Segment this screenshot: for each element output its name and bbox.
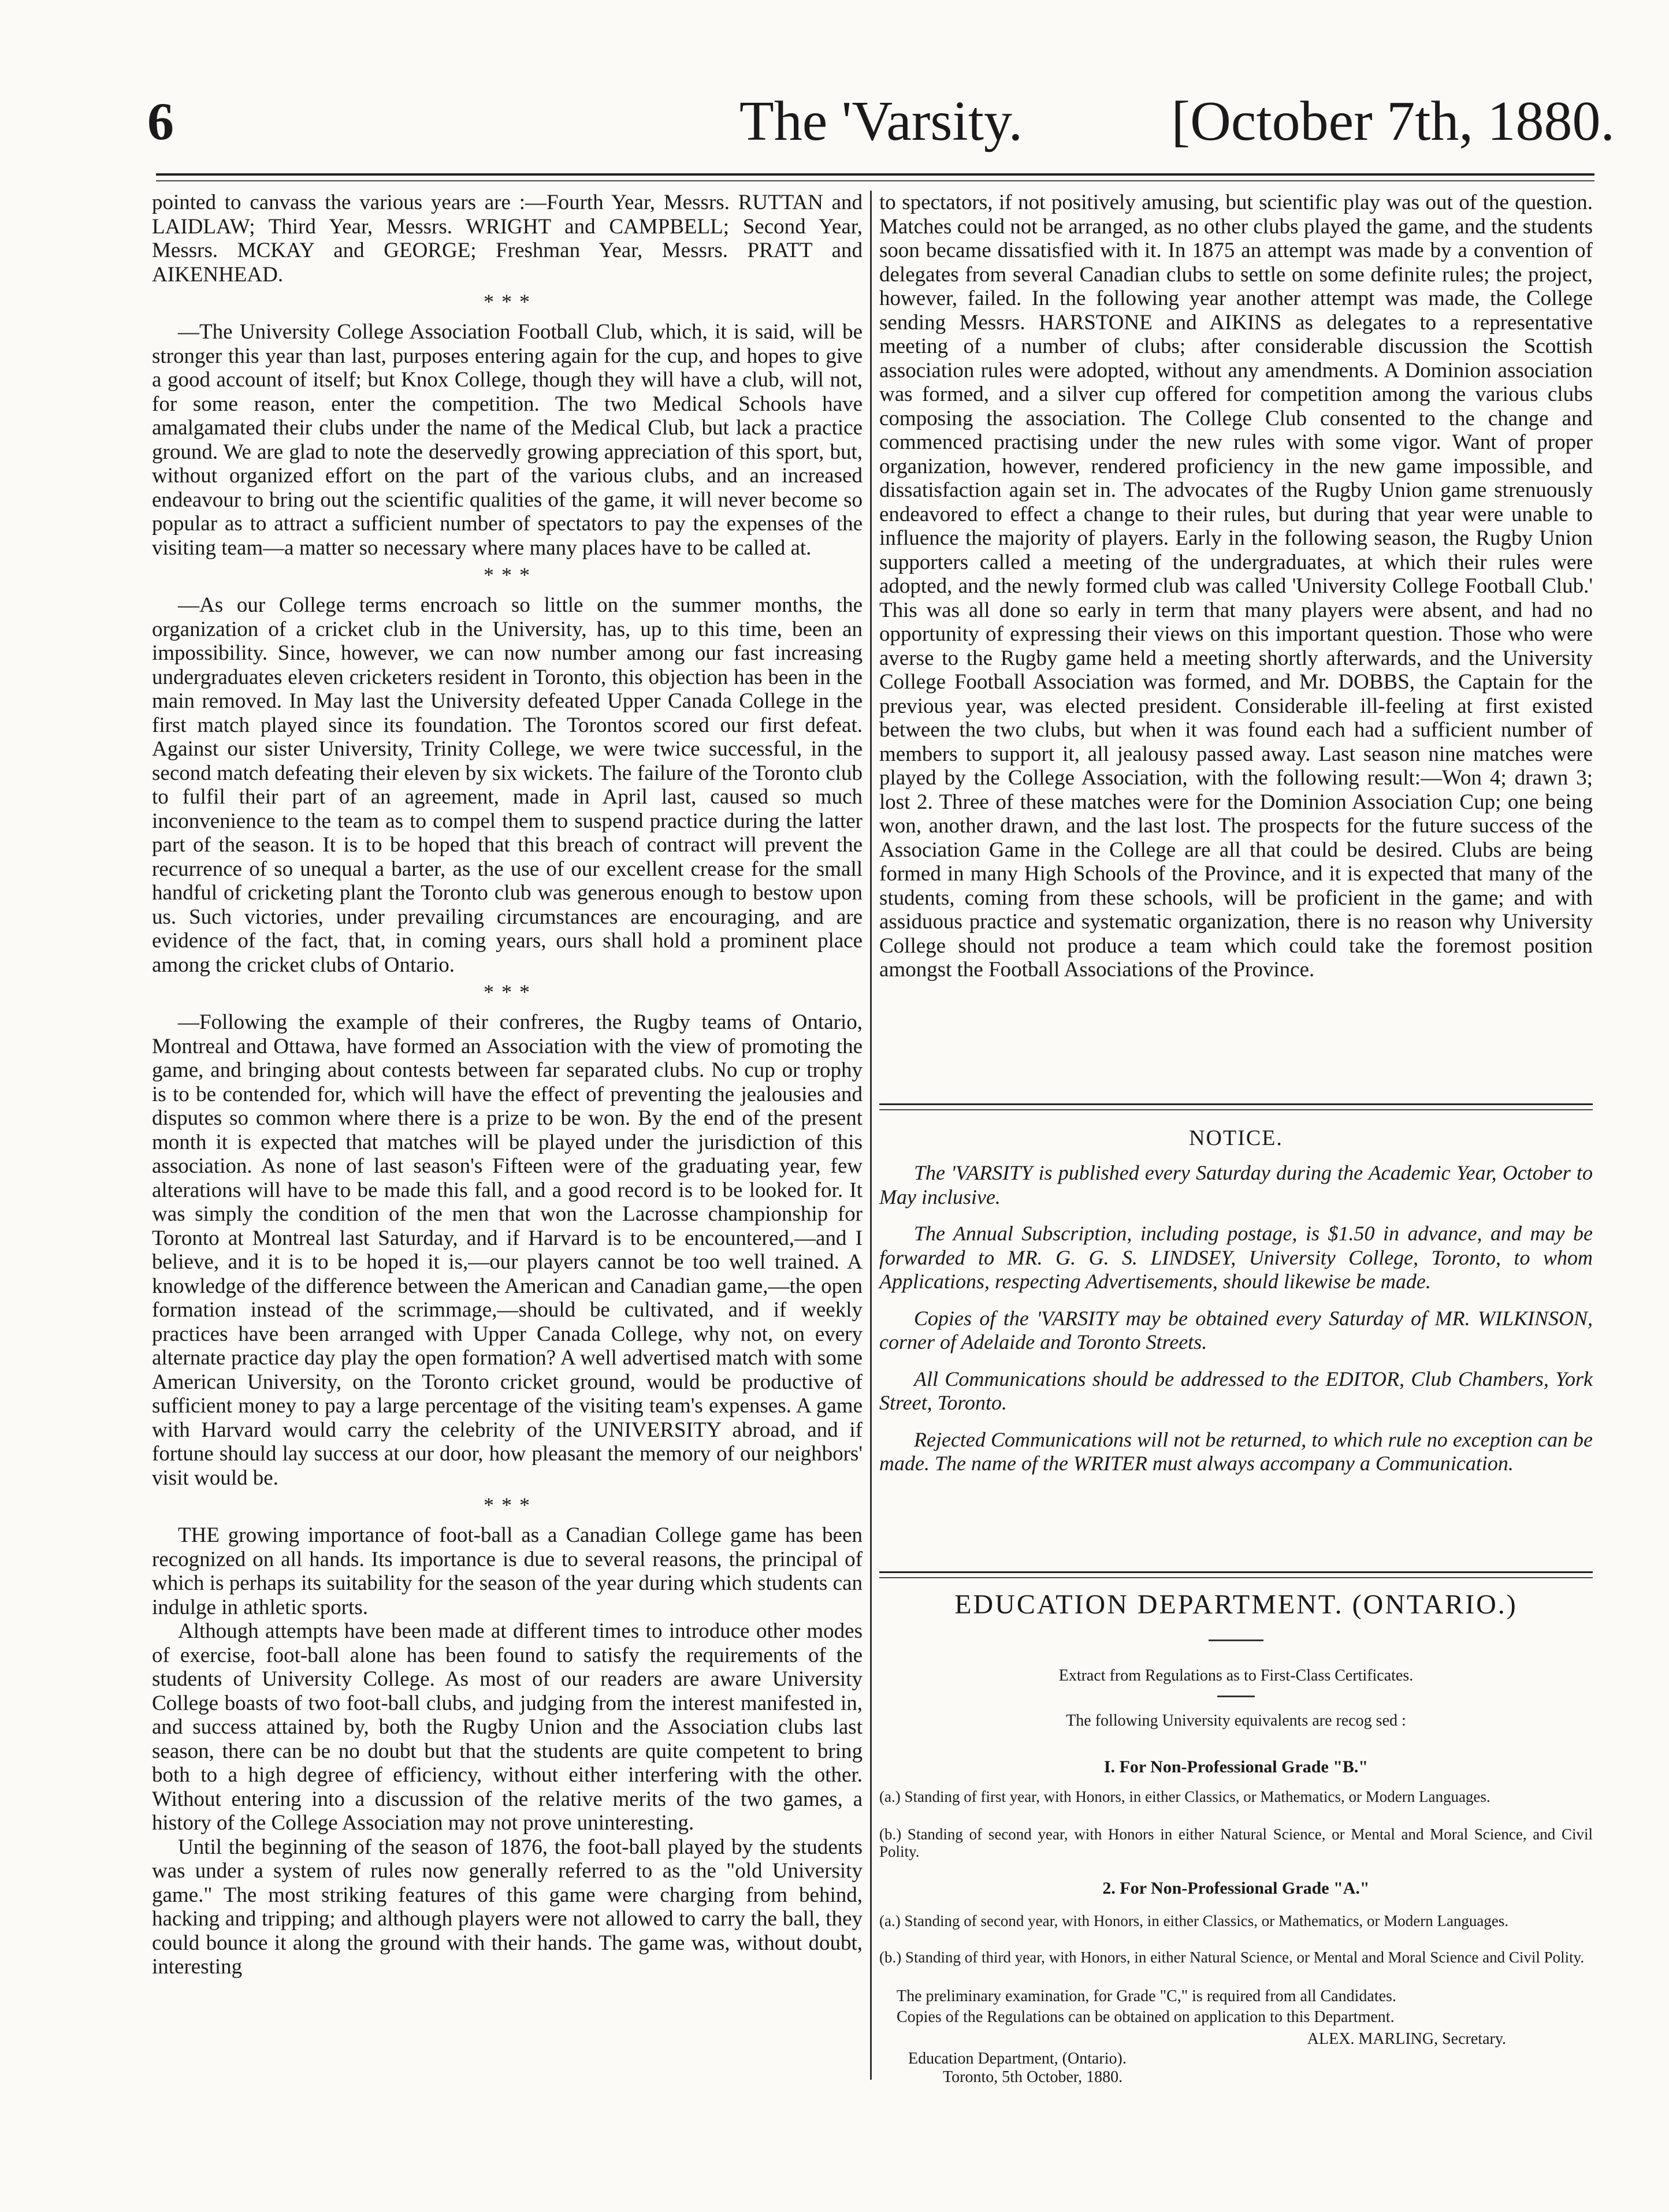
grade-a-item-a: (a.) Standing of second year, with Honors, in either Classics, or Mathematics, or Modern Languages. [879, 1912, 1509, 1930]
grade-a-item-b: (b.) Standing of third year, with Honors, in either Natural Science, or Mental and Moral Science and Civil Polity. [879, 1949, 1585, 1966]
notice-rule [879, 1103, 1593, 1105]
football-clubs-paragraph: Although attempts have been made at different times to introduce other modes of exercise, foot-ball alone has been found to satisfy the requirements of the students of University College. As most of our readers are aware University College boasts of two foot-ball clubs, and judging from the interest manifested in, and success attained by, both the Rugby Union and the Association clubs last season, there can be no doubt but that the students are quite competent to bring both to a high degree of efficiency, without either interfering with the other. Without entering into a discussion of the relative merits of the two games, a history of the College Association may not prove uninteresting. [152, 1619, 863, 1835]
publication-title: The 'Varsity. [739, 90, 1023, 153]
education-extract: Extract from Regulations as to First-Class Certificates. [1058, 1667, 1414, 1685]
masthead [147, 87, 1615, 156]
regulations-copies-note: Copies of the Regulations can be obtained on application to this Department. [897, 2008, 1395, 2026]
section-separator: * * * [484, 1493, 531, 1516]
education-equivalents: The following University equivalents are recog sed : [1066, 1712, 1406, 1730]
education-rule-thin [879, 1577, 1593, 1578]
left-column [152, 191, 863, 2097]
department-name: Education Department, (Ontario). [908, 2050, 1127, 2068]
education-department-box [879, 1571, 1593, 2114]
masthead-rule-thin [156, 180, 1594, 181]
notice-copies: Copies of the 'VARSITY may be obtained every Saturday of MR. WILKINSON, corner of Adelaide and Toronto Streets. [879, 1306, 1593, 1354]
canvassers-paragraph: pointed to canvass the various years are :—Fourth Year, Messrs. RUTTAN and LAIDLAW; Third Year, Messrs. WRIGHT and CAMPBELL; Second Year, Messrs. MCKAY and GEORGE; Freshman Year, Messrs. PRATT and AIKENHEAD. [152, 191, 863, 287]
football-history-paragraph: Until the beginning of the season of 1876, the foot-ball played by the students was under a system of rules now generally referred to as the "old University game." The most striking features of this game were charging from behind, hacking and tripping; and although players were not allowed to carry the ball, they could bounce it along the ground with their hands. The game was, without doubt, interesting [152, 1835, 863, 1979]
notice-title: NOTICE. [1189, 1126, 1283, 1150]
notice-box [879, 1103, 1593, 1563]
section-separator: * * * [484, 980, 531, 1003]
grade-b-item-b: (b.) Standing of second year, with Honors in either Natural Science, or Mental and Moral Science, and Civil Polity. [879, 1826, 1593, 1860]
notice-publication: The 'VARSITY is published every Saturday during the Academic Year, October to May inclusive. [879, 1161, 1593, 1209]
short-rule [1209, 1640, 1263, 1641]
rugby-association-paragraph: —Following the example of their confreres, the Rugby teams of Ontario, Montreal and Ottawa, have formed an Association with the view of promoting the game, and bringing about contests between far separated clubs. No cup or trophy is to be contended for, which will have the effect of preventing the jealousies and disputes so common where there is a prize to be won. By the end of the present month it is expected that matches will be played under the jurisdiction of this association. As none of last season's Fifteen were of the graduating year, few alterations will have to be made this fall, and a good record is to be looked for. It was simply the condition of the men that won the Lacrosse championship for Toronto at Montreal last Saturday, and if Harvard is to be encountered,—and I believe, and it is to be hoped it is,—our players cannot be too well trained. A knowledge of the difference between the American and Canadian game,—the open formation instead of the scrimmage,—should be cultivated, and if weekly practices have been arranged with Upper Canada College, why not, on every alternate practice day play the open formation? A well advertised match with some American University, on the Toronto cricket ground, would be productive of sufficient money to pay a large percentage of the visiting team's expenses. A game with Harvard would carry the celebrity of the UNIVERSITY abroad, and if fortune should lay success at our door, how pleasant the memory of our neighbors' visit would be. [152, 1010, 863, 1490]
grade-b-item-a: (a.) Standing of first year, with Honors, in either Classics, or Mathematics, or Modern Languages. [879, 1788, 1490, 1805]
notice-body [879, 1161, 1593, 1489]
cricket-club-paragraph: —As our College terms encroach so little on the summer months, the organization of a cricket club in the University, has, up to this time, been an impossibility. Since, however, we can now number among our fast increasing undergraduates eleven cricketers resident in Toronto, this objection has been in the main removed. In May last the University defeated Upper Canada College in the first match played since its foundation. The Torontos scored our first defeat. Against our sister University, Trinity College, we were twice successful, in the second match defeating their eleven by six wickets. The failure of the Toronto club to fulfil their part of an agreement, made in April last, caused so much inconvenience to the team as to compel them to suspend practice during the latter part of the season. It is to be hoped that this breach of contract will prevent the recurrence of so unequal a barter, as the use of our excellent crease for the small handful of cricketing plant the Toronto club was generous enough to bestow upon us. Such victories, under prevailing circumstances are encouraging, and are evidence of the fact, that, in coming years, ours shall hold a prominent place among the cricket clubs of Ontario. [152, 593, 863, 977]
section-separator: * * * [484, 290, 531, 313]
section-separator: * * * [484, 563, 531, 586]
masthead-rule [156, 173, 1594, 176]
page-number: 6 [147, 92, 174, 151]
preliminary-exam-note: The preliminary examination, for Grade "C," is required from all Candidates. [897, 1987, 1396, 2005]
grade-a-heading: 2. For Non-Professional Grade "A." [1102, 1879, 1370, 1898]
notice-communications: All Communications should be addressed to the EDITOR, Club Chambers, York Street, Toronto. [879, 1367, 1593, 1414]
notice-rule-thin [879, 1109, 1593, 1110]
football-importance-paragraph: THE growing importance of foot-ball as a Canadian College game has been recognized on all hands. Its importance is due to several reasons, the principal of which is perhaps its suitability for the season of the year during which students can indulge in athletic sports. [152, 1523, 863, 1619]
association-football-paragraph: —The University College Association Football Club, which, it is said, will be stronger this year than last, purposes entering again for the cup, and hopes to give a good account of itself; but Knox College, though they will have a club, will not, for some reason, enter the competition. The two Medical Schools have amalgamated their clubs under the name of the Medical Club, but lack a practice ground. We are glad to note the deservedly growing appreciation of this sport, but, without organized effort on the part of the various clubs, and an increased endeavour to bring out the scientific qualities of the game, it will never become so popular as to attract a sufficient number of spectators to pay the expenses of the visiting team—a matter so necessary where many places have to be called at. [152, 320, 863, 560]
place-date: Toronto, 5th October, 1880. [943, 2068, 1123, 2086]
education-rule [879, 1571, 1593, 1573]
notice-rejected: Rejected Communications will not be returned, to which rule no exception can be made. The name of the WRITER must always accompany a Communication. [879, 1427, 1593, 1475]
grade-b-heading: I. For Non-Professional Grade "B." [1103, 1757, 1369, 1776]
short-rule [1217, 1696, 1255, 1697]
education-title: EDUCATION DEPARTMENT. (ONTARIO.) [954, 1589, 1518, 1620]
issue-date: [October 7th, 1880. [1171, 90, 1615, 153]
notice-subscription: The Annual Subscription, including postage, is $1.50 in advance, and may be forwarded to MR. G. G. S. LINDSEY, University College, Toronto, to whom Applications, respecting Advertisements, should likewise be made. [879, 1222, 1593, 1293]
column-divider [870, 191, 872, 2080]
football-history-continued: to spectators, if not positively amusing, but scientific play was out of the question. Matches could not be arranged, as no other clubs played the game, and the students soon became dissatisfied with it. In 1875 an attempt was made by a convention of delegates from several Canadian clubs to settle on some definite rules; the project, however, failed. In the following year another attempt was made, the College sending Messrs. HARSTONE and AIKINS as delegates to a representative meeting of a number of clubs; after considerable discussion the Scottish association rules were adopted, without any amendments. A Dominion association was formed, and a silver cup offered for competition among the various clubs composing the association. The College Club consented to the change and commenced practising under the new rules with some vigor. Want of proper organization, however, rendered proficiency in the new game impossible, and dissatisfaction again set in. The advocates of the Rugby Union game strenuously endeavored to effect a change to their rules, but during that year were unable to influence the majority of players. Early in the following season, the Rugby Union supporters called a meeting of the undergraduates, at which their rules were adopted, and the newly formed club was called 'University College Football Club.' This was all done so early in term that many players were absent, and had no opportunity of expressing their views on this important question. Those who were averse to the Rugby game held a meeting shortly afterwards, and the University College Football Association was formed, and Mr. DOBBS, the Captain for the previous year, was elected president. Considerable ill-feeling at first existed between the two clubs, but when it was found each had a sufficient number of members to support it, all jealousy passed away. Last season nine matches were played by the College Association, with the following result:—Won 4; drawn 3; lost 2. Three of these matches were for the Dominion Association Cup; one being won, another drawn, and the last lost. The prospects for the future success of the Association Game in the College are all that could be desired. Clubs are being formed in many High Schools of the Province, and it is expected that many of the students, coming from these schools, will be proficient in the game; and with assiduous practice and systematic organization, there is no reason why University College should not produce a team which could take the foremost position amongst the Football Associations of the Province. [879, 191, 1593, 982]
secretary-signature: ALEX. MARLING, Secretary. [1307, 2030, 1506, 2048]
